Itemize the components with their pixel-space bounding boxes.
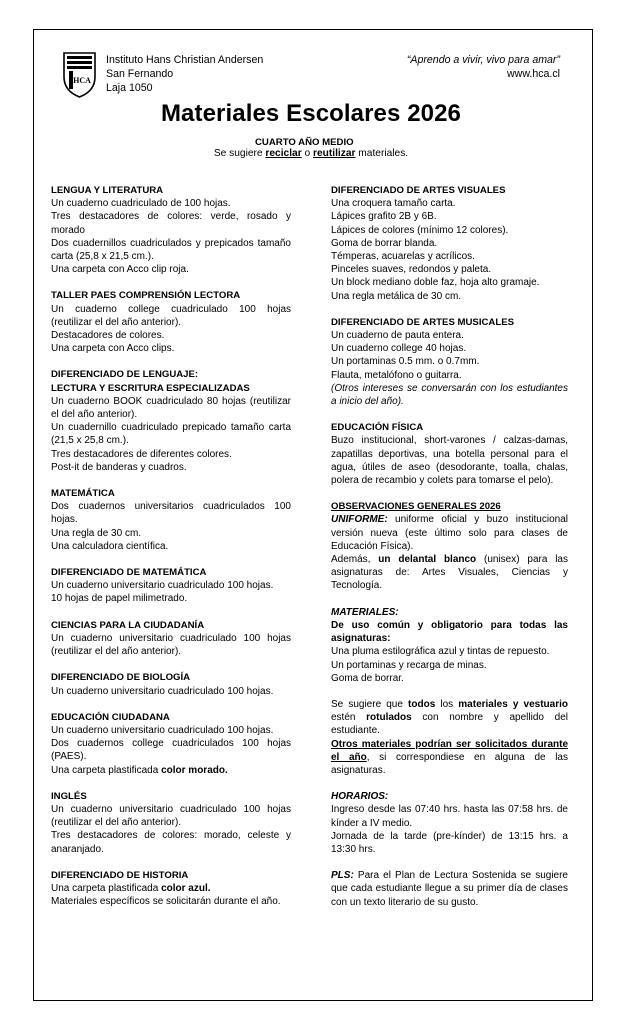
- fisica-text: Buzo institucional, short-varones / calzas-damas, zapatillas deportivas, una botella personal para el agua, útiles de aseo (desodorante, toalla, chalas, polera de recambio y colets para tomarse el pelo).: [331, 435, 568, 487]
- institution-city: San Fernando: [106, 68, 174, 81]
- list-item: Tres destacadores de colores: morado, celeste y anaranjado.: [51, 830, 291, 855]
- section-heading: EDUCACIÓN FÍSICA: [331, 422, 424, 434]
- list-item: Un cuadernillo cuadriculado prepicado tamaño carta (21,5 x 25,8 cm.).: [51, 422, 291, 447]
- list-item: Lápices grafito 2B y 6B.: [331, 211, 437, 223]
- page-title: Materiales Escolares 2026: [160, 100, 462, 127]
- section-artes-musicales: [331, 316, 568, 408]
- logo-letters: HCA: [73, 76, 91, 85]
- motto-block: [407, 53, 560, 81]
- list-item: Témperas, acuarelas y acrílicos.: [331, 251, 475, 263]
- section-ciencias-ciudadania: [51, 619, 291, 659]
- list-item: Post-it de banderas y cuadros.: [51, 461, 187, 473]
- list-item: Un cuaderno de pauta entera.: [331, 330, 464, 342]
- section-educacion-ciudadana: [51, 711, 291, 777]
- section-heading: INGLÉS: [51, 790, 87, 802]
- section-heading: MATEMÁTICA: [51, 488, 115, 500]
- list-item: 10 hojas de papel milimetrado.: [51, 593, 188, 605]
- list-item: Un portaminas y recarga de minas.: [331, 659, 487, 671]
- section-diferenciado-historia: [51, 869, 291, 909]
- list-item: Materiales específicos se solicitarán durante el año.: [51, 896, 281, 908]
- section-ingles: [51, 790, 291, 856]
- list-item: Pinceles suaves, redondos y paleta.: [331, 264, 492, 276]
- list-item: Una carpeta plastificada color azul.: [51, 882, 211, 894]
- left-column: [51, 184, 291, 921]
- rotulo-paragraph: Se sugiere que todos los materiales y vestuario estén rotulados con nombre y apellido del estudiante.: [331, 698, 569, 737]
- section-educacion-fisica: [331, 421, 568, 487]
- list-item: Una croquera tamaño carta.: [331, 198, 456, 210]
- list-item: Un cuaderno universitario cuadriculado 100 hojas.: [51, 580, 274, 592]
- section-diferenciado-lenguaje: [51, 368, 291, 474]
- list-item: Un block mediano doble faz, hoja alto gramaje.: [331, 277, 540, 289]
- horarios-line: Jornada de la tarde (pre-kínder) de 13:15 hrs. a 13:30 hrs.: [331, 830, 568, 855]
- list-item: Flauta, metalófono o guitarra.: [331, 369, 462, 381]
- section-artes-visuales: [331, 184, 568, 303]
- section-heading: CIENCIAS PARA LA CIUDADANÍA: [51, 619, 205, 631]
- list-item: Un cuaderno cuadriculado de 100 hojas.: [51, 198, 231, 210]
- list-item: Un cuaderno college cuadriculado 100 hojas (reutilizar el del año anterior).: [51, 303, 291, 328]
- section-heading: DIFERENCIADO DE ARTES VISUALES: [331, 185, 506, 196]
- delantal-paragraph: Además, un delantal blanco (unisex) para las asignaturas de: Artes Visuales, Ciencias y Tecnología.: [331, 554, 568, 592]
- materiales-requirement: De uso común y obligatorio para todas las asignaturas:: [331, 619, 568, 645]
- institution-address: Laja 1050: [106, 82, 153, 95]
- right-column: [331, 184, 568, 922]
- section-heading: EDUCACIÓN CIUDADANA: [51, 711, 170, 723]
- list-item: Dos cuadernillos cuadriculados y prepicados tamaño carta (25,8 x 21,5 cm.).: [51, 237, 291, 263]
- section-heading: DIFERENCIADO DE MATEMÁTICA: [51, 567, 207, 579]
- section-diferenciado-matematica: [51, 566, 291, 606]
- section-heading: LENGUA Y LITERATURA: [51, 185, 164, 196]
- section-diferenciado-biologia: [51, 671, 291, 697]
- section-observaciones: [331, 500, 568, 908]
- list-item: Tres destacadores de diferentes colores.: [51, 448, 232, 460]
- section-subheading: LECTURA Y ESCRITURA ESPECIALIZADAS: [51, 382, 250, 394]
- school-crest-logo: [62, 51, 97, 99]
- section-heading: DIFERENCIADO DE BIOLOGÍA: [51, 672, 191, 684]
- list-item: Un portaminas 0.5 mm. o 0.7mm.: [331, 356, 480, 368]
- list-item: Dos cuadernos universitarios cuadriculados 100 hojas.: [51, 501, 291, 526]
- pls-paragraph: PLS: Para el Plan de Lectura Sostenida se sugiere que cada estudiante llegue a su primer día de clases con un texto literario de su gusto.: [331, 870, 568, 908]
- section-lengua-literatura: [51, 184, 291, 276]
- institution-block: [106, 53, 263, 96]
- list-item: Lápices de colores (mínimo 12 colores).: [331, 224, 509, 236]
- list-item: Un cuaderno universitario cuadriculado 100 hojas.: [51, 724, 274, 736]
- materiales-label: MATERIALES:: [331, 606, 399, 618]
- list-item: Un cuaderno BOOK cuadriculado 80 hojas (reutilizar el del año anterior).: [51, 395, 291, 421]
- section-heading: DIFERENCIADO DE LENGUAJE:: [51, 369, 199, 381]
- list-item: Un cuaderno universitario cuadriculado 100 hojas (reutilizar el del año anterior).: [51, 803, 291, 829]
- institution-name: Instituto Hans Christian Andersen: [106, 54, 264, 66]
- list-item: Una carpeta con Acco clip roja.: [51, 264, 189, 276]
- section-heading: OBSERVACIONES GENERALES 2026: [331, 501, 501, 513]
- section-heading: DIFERENCIADO DE ARTES MUSICALES: [331, 316, 515, 328]
- list-item: Dos cuadernos college cuadriculados 100 hojas (PAES).: [51, 738, 291, 763]
- list-item: Goma de borrar.: [331, 672, 404, 684]
- recycle-suggestion: Se sugiere reciclar o reutilizar materiales.: [213, 148, 409, 159]
- list-item: Una calculadora científica.: [51, 540, 169, 552]
- section-matematica: [51, 487, 291, 553]
- school-motto: “Aprendo a vivir, vivo para amar”: [406, 54, 560, 66]
- section-heading: DIFERENCIADO DE HISTORIA: [51, 869, 189, 881]
- otros-paragraph: Otros materiales podrían ser solicitados durante el año, si correspondiese en alguna de las asignaturas.: [331, 738, 568, 776]
- list-item: Una regla de 30 cm.: [51, 527, 142, 539]
- list-item: Una carpeta plastificada color morado.: [51, 764, 228, 776]
- horarios-line: Ingreso desde las 07:40 hrs. hasta las 07:58 hrs. de kínder a IV medio.: [331, 804, 568, 829]
- list-item: Goma de borrar blanda.: [331, 237, 438, 249]
- section-heading: TALLER PAES COMPRENSIÓN LECTORA: [51, 290, 241, 302]
- list-item: Un cuaderno universitario cuadriculado 100 hojas (reutilizar el del año anterior).: [51, 632, 291, 658]
- section-taller-paes: [51, 289, 291, 355]
- list-item: Tres destacadores de colores: verde, rosado y morado: [51, 211, 291, 236]
- list-item: Una pluma estilográfica azul y tintas de repuesto.: [331, 646, 550, 658]
- uniforme-paragraph: UNIFORME: uniforme oficial y buzo institucional versión nueva (este último solo para clases de Educación Física).: [331, 514, 568, 552]
- list-item: Una carpeta con Acco clips.: [51, 343, 175, 355]
- list-item: Una regla metálica de 30 cm.: [331, 290, 462, 302]
- musicales-note: (Otros intereses se conversarán con los estudiantes a inicio del año).: [331, 382, 568, 408]
- list-item: Destacadores de colores.: [51, 330, 165, 342]
- school-website[interactable]: www.hca.cl: [507, 68, 560, 81]
- horarios-label: HORARIOS:: [331, 791, 389, 803]
- list-item: Un cuaderno universitario cuadriculado 100 hojas.: [51, 685, 274, 697]
- list-item: Un cuaderno college 40 hojas.: [331, 343, 467, 355]
